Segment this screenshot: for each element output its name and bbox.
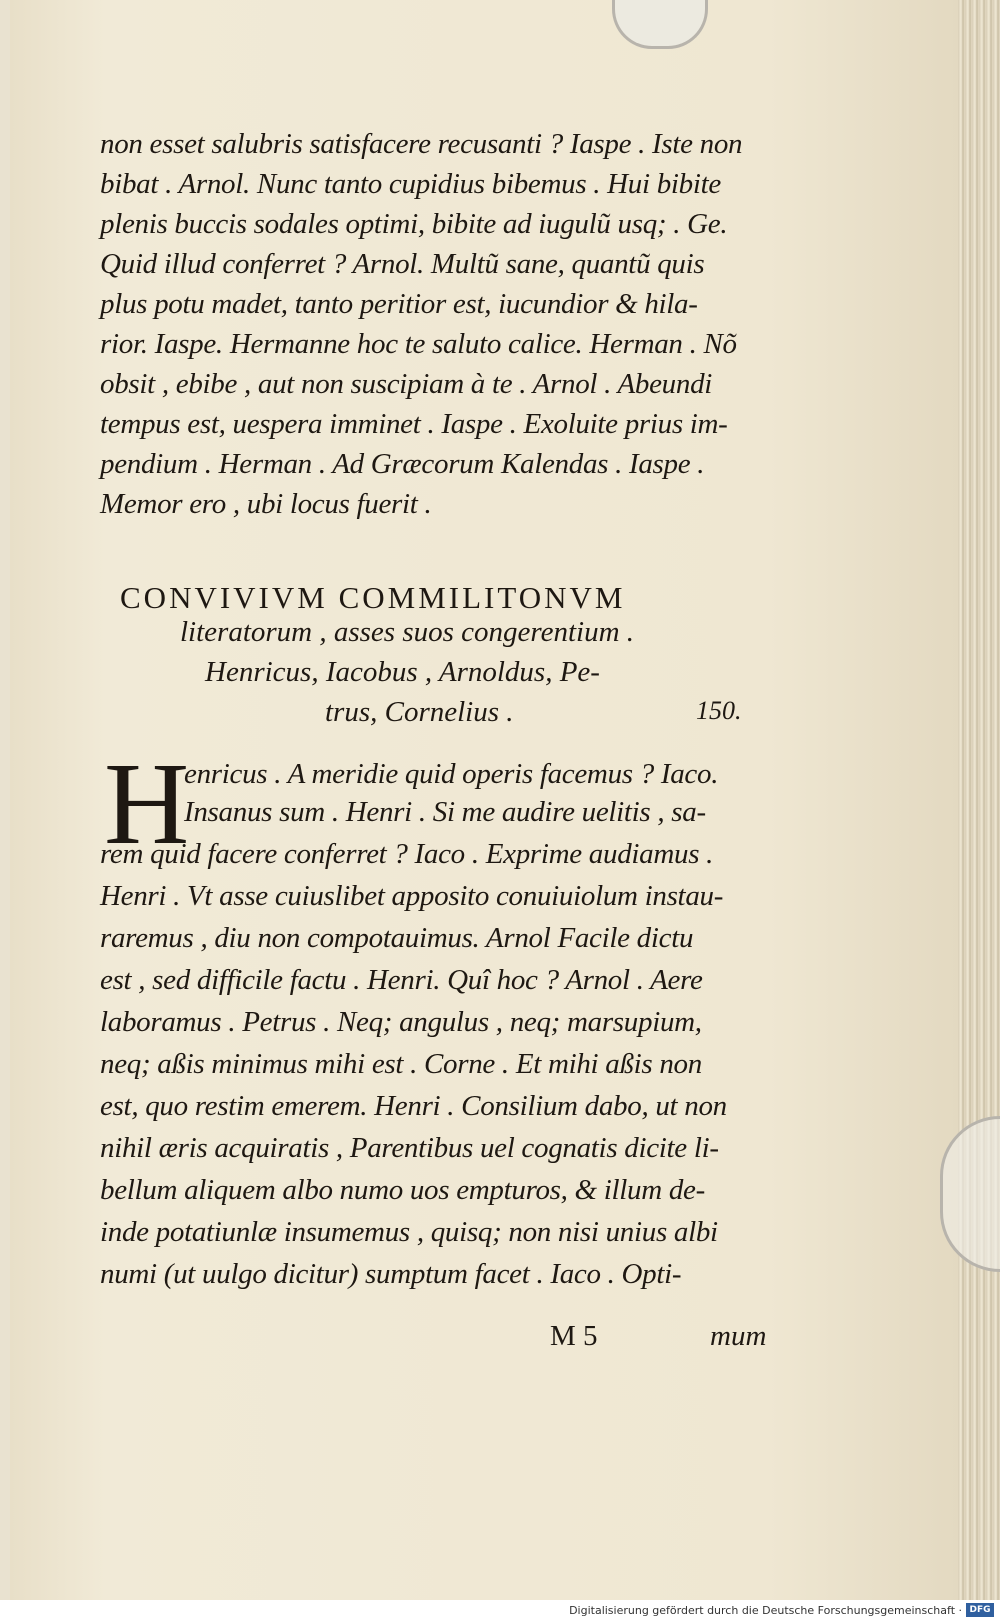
- text-line: pendium . Herman . Ad Græcorum Kalendas . Iaspe .: [100, 448, 705, 480]
- text-line: obsit , ebibe , aut non suscipiam à te . Arnol . Abeundi: [100, 368, 713, 400]
- text-line: Henri . Vt asse cuiuslibet apposito conuiuiolum instau-: [100, 880, 724, 912]
- text-line: laboramus . Petrus . Neq; angulus , neq; marsupium,: [100, 1006, 702, 1038]
- text-line: rior. Iaspe. Hermanne hoc te saluto calice. Herman . Nõ: [100, 328, 737, 360]
- text-line: raremus , diu non compotauimus. Arnol Facile dictu: [100, 922, 694, 954]
- subheading: literatorum , asses suos congerentium .: [180, 616, 635, 648]
- text-line: est , sed difficile factu . Henri. Quî hoc ? Arnol . Aere: [100, 964, 703, 996]
- text-line: Memor ero , ubi locus fuerit .: [100, 488, 432, 520]
- text-line: bibat . Arnol. Nunc tanto cupidius bibemus . Hui bibite: [100, 168, 721, 200]
- text-line: bellum aliquem albo numo uos empturos, & illum de-: [100, 1174, 705, 1206]
- dfg-logo-icon: DFG: [966, 1603, 994, 1617]
- speaker-list-continued: trus, Cornelius .: [325, 696, 514, 728]
- drop-cap: H: [104, 738, 190, 869]
- digitization-footer: [0, 1600, 1000, 1622]
- text-line: non esset salubris satisfacere recusanti ? Iaspe . Iste non: [100, 128, 743, 160]
- signature-mark: M 5: [550, 1320, 598, 1352]
- page-footer-marks: [100, 1320, 792, 1360]
- text-line: Quid illud conferret ? Arnol. Multũ sane, quantũ quis: [100, 248, 705, 280]
- text-line: neq; aßis minimus mihi est . Corne . Et mihi aßis non: [100, 1048, 702, 1080]
- text-line: nihil æris acquiratis , Parentibus uel cognatis dicite li-: [100, 1132, 719, 1164]
- text-line: plus potu madet, tanto peritior est, iucundior & hila-: [100, 288, 698, 320]
- speaker-list: Henricus, Iacobus , Arnoldus, Pe-: [205, 656, 600, 688]
- text-line: tempus est, uespera imminet . Iaspe . Exoluite prius im-: [100, 408, 728, 440]
- section-heading: CONVIVIVM COMMILITONVM: [120, 580, 626, 615]
- text-line: rem quid facere conferret ? Iaco . Exprime audiamus .: [100, 838, 714, 870]
- text-line: est, quo restim emerem. Henri . Consilium dabo, ut non: [100, 1090, 727, 1122]
- text-line: inde potatiunlæ insumemus , quisq; non nisi unius albi: [100, 1216, 718, 1248]
- funding-notice: Digitalisierung gefördert durch die Deutsche Forschungsgemeinschaft ·: [569, 1604, 962, 1617]
- catchword: mum: [710, 1320, 767, 1352]
- text-line: plenis buccis sodales optimi, bibite ad iugulũ usq; . Ge.: [100, 208, 728, 240]
- text-line: numi (ut uulgo dicitur) sumptum facet . Iaco . Opti-: [100, 1258, 682, 1290]
- page-edges: [958, 0, 1000, 1600]
- text-line: Insanus sum . Henri . Si me audire uelitis , sa-: [184, 796, 706, 828]
- text-line: enricus . A meridie quid operis facemus ? Iaco.: [184, 758, 719, 790]
- leaf-number: 150.: [696, 696, 742, 725]
